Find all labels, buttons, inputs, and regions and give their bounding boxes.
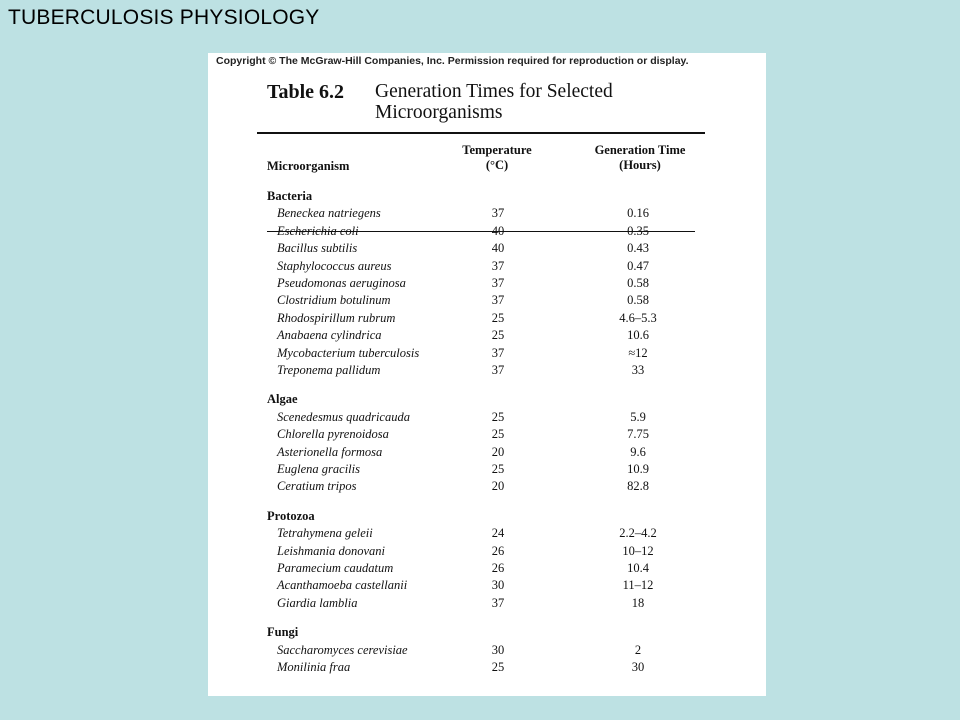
group-title: Bacteria xyxy=(267,189,313,203)
organism-name: Scenedesmus quadricauda xyxy=(277,409,410,424)
temperature-cell: 26 xyxy=(491,561,505,575)
generation-time-cell: 0.58 xyxy=(627,276,649,290)
generation-time-cell: 0.47 xyxy=(627,258,649,273)
table-image xyxy=(208,53,766,696)
header-microorganism: Microorganism xyxy=(267,159,350,173)
table-row xyxy=(208,643,766,660)
table-row xyxy=(208,578,766,595)
temperature-cell: 37 xyxy=(491,595,505,610)
organism-name: Giardia lamblia xyxy=(277,595,358,610)
organism-name: Chlorella pyrenoidosa xyxy=(277,427,389,442)
organism-name: Tetrahymena geleii xyxy=(277,526,373,541)
table-row xyxy=(208,311,766,328)
organism-name: Paramecium caudatum xyxy=(277,561,394,575)
generation-time-cell: 30 xyxy=(631,660,645,674)
table-row xyxy=(208,410,766,427)
organism-name: Saccharomyces cerevisiae xyxy=(277,642,408,657)
generation-time-cell: 10.9 xyxy=(627,462,649,476)
temperature-cell: 40 xyxy=(491,223,505,238)
group-title: Protozoa xyxy=(267,508,315,523)
copyright-notice: Copyright © The McGraw-Hill Companies, Inc. Permission required for reproduction or display. xyxy=(216,55,689,67)
generation-time-cell: 10.6 xyxy=(627,328,649,343)
generation-time-cell: 5.9 xyxy=(630,409,646,424)
temperature-cell: 37 xyxy=(491,345,505,360)
temperature-cell: 25 xyxy=(491,427,505,442)
generation-time-cell: 7.75 xyxy=(627,427,649,442)
organism-name: Acanthamoeba castellanii xyxy=(277,578,408,593)
organism-name: Bacillus subtilis xyxy=(277,241,358,256)
temperature-cell: 20 xyxy=(491,479,505,494)
group-title: Fungi xyxy=(267,625,299,640)
header-generation-line-1: Generation Time xyxy=(594,143,686,157)
organism-name: Asterionella formosa xyxy=(277,444,383,459)
generation-time-cell: 4.6–5.3 xyxy=(619,310,657,325)
generation-time-cell: 0.16 xyxy=(627,206,649,221)
table-number: Table 6.2 xyxy=(267,81,345,103)
generation-time-cell: 2 xyxy=(634,642,642,657)
organism-name: Rhodospirillum rubrum xyxy=(277,310,396,325)
table-row xyxy=(208,596,766,613)
generation-time-cell: 10–12 xyxy=(622,543,654,558)
temperature-cell: 30 xyxy=(491,642,505,657)
organism-name: Escherichia coli xyxy=(277,223,359,238)
table-caption-line-2: Microorganisms xyxy=(375,102,503,123)
table-row xyxy=(208,561,766,578)
header-generation-time xyxy=(580,143,700,173)
table-row xyxy=(208,479,766,496)
temperature-cell: 40 xyxy=(491,241,505,256)
table-row xyxy=(208,363,766,380)
organism-name: Beneckea natriegens xyxy=(277,206,381,221)
table-row xyxy=(208,241,766,258)
top-rule xyxy=(257,132,705,134)
table-row xyxy=(208,462,766,479)
temperature-cell: 37 xyxy=(491,363,505,377)
table-caption xyxy=(375,81,695,123)
temperature-cell: 25 xyxy=(491,409,505,424)
generation-time-cell: 82.8 xyxy=(627,479,649,494)
table-row xyxy=(208,445,766,462)
group-title: Algae xyxy=(267,392,298,407)
table-row xyxy=(208,293,766,310)
temperature-cell: 37 xyxy=(491,293,505,308)
generation-time-cell: 2.2–4.2 xyxy=(619,526,657,541)
table-row xyxy=(208,660,766,677)
generation-time-cell: ≈12 xyxy=(628,345,648,360)
temperature-cell: 25 xyxy=(491,462,505,476)
header-temperature-line-1: Temperature xyxy=(462,143,532,157)
generation-time-cell: 0.43 xyxy=(627,241,649,256)
header-temperature xyxy=(437,143,557,173)
temperature-cell: 37 xyxy=(491,206,505,221)
organism-name: Mycobacterium tuberculosis xyxy=(277,345,420,360)
generation-time-cell: 9.6 xyxy=(630,444,646,459)
organism-name: Ceratium tripos xyxy=(277,479,357,494)
temperature-cell: 26 xyxy=(491,543,505,558)
temperature-cell: 25 xyxy=(491,328,505,343)
table-row xyxy=(208,526,766,543)
generation-time-cell: 10.4 xyxy=(627,561,649,575)
table-row xyxy=(208,224,766,241)
temperature-cell: 20 xyxy=(491,444,505,459)
organism-name: Pseudomonas aeruginosa xyxy=(277,276,406,290)
generation-time-cell: 11–12 xyxy=(622,578,654,593)
temperature-cell: 30 xyxy=(491,578,505,593)
organism-name: Anabaena cylindrica xyxy=(277,328,382,343)
table-row xyxy=(208,259,766,276)
header-temperature-line-2: (°C) xyxy=(485,158,509,172)
table-caption-line-1: Generation Times for Selected xyxy=(375,81,613,102)
organism-name: Staphylococcus aureus xyxy=(277,258,392,273)
table-row xyxy=(208,346,766,363)
generation-time-cell: 18 xyxy=(631,595,645,610)
header-generation-line-2: (Hours) xyxy=(619,158,661,172)
table-row xyxy=(208,544,766,561)
organism-name: Treponema pallidum xyxy=(277,363,381,377)
generation-time-cell: 33 xyxy=(631,363,645,377)
organism-name: Monilinia fraa xyxy=(277,660,351,674)
temperature-cell: 25 xyxy=(491,660,505,674)
table-row xyxy=(208,206,766,223)
table-row xyxy=(208,276,766,293)
organism-name: Clostridium botulinum xyxy=(277,293,391,308)
organism-name: Euglena gracilis xyxy=(277,462,360,476)
slide-title: TUBERCULOSIS PHYSIOLOGY xyxy=(8,6,320,29)
generation-time-cell: 0.58 xyxy=(627,293,649,308)
temperature-cell: 25 xyxy=(491,310,505,325)
table-row xyxy=(208,328,766,345)
organism-name: Leishmania donovani xyxy=(277,543,385,558)
table-row xyxy=(208,427,766,444)
temperature-cell: 24 xyxy=(491,526,505,541)
temperature-cell: 37 xyxy=(491,258,505,273)
temperature-cell: 37 xyxy=(491,276,505,290)
generation-time-cell: 0.35 xyxy=(627,223,649,238)
